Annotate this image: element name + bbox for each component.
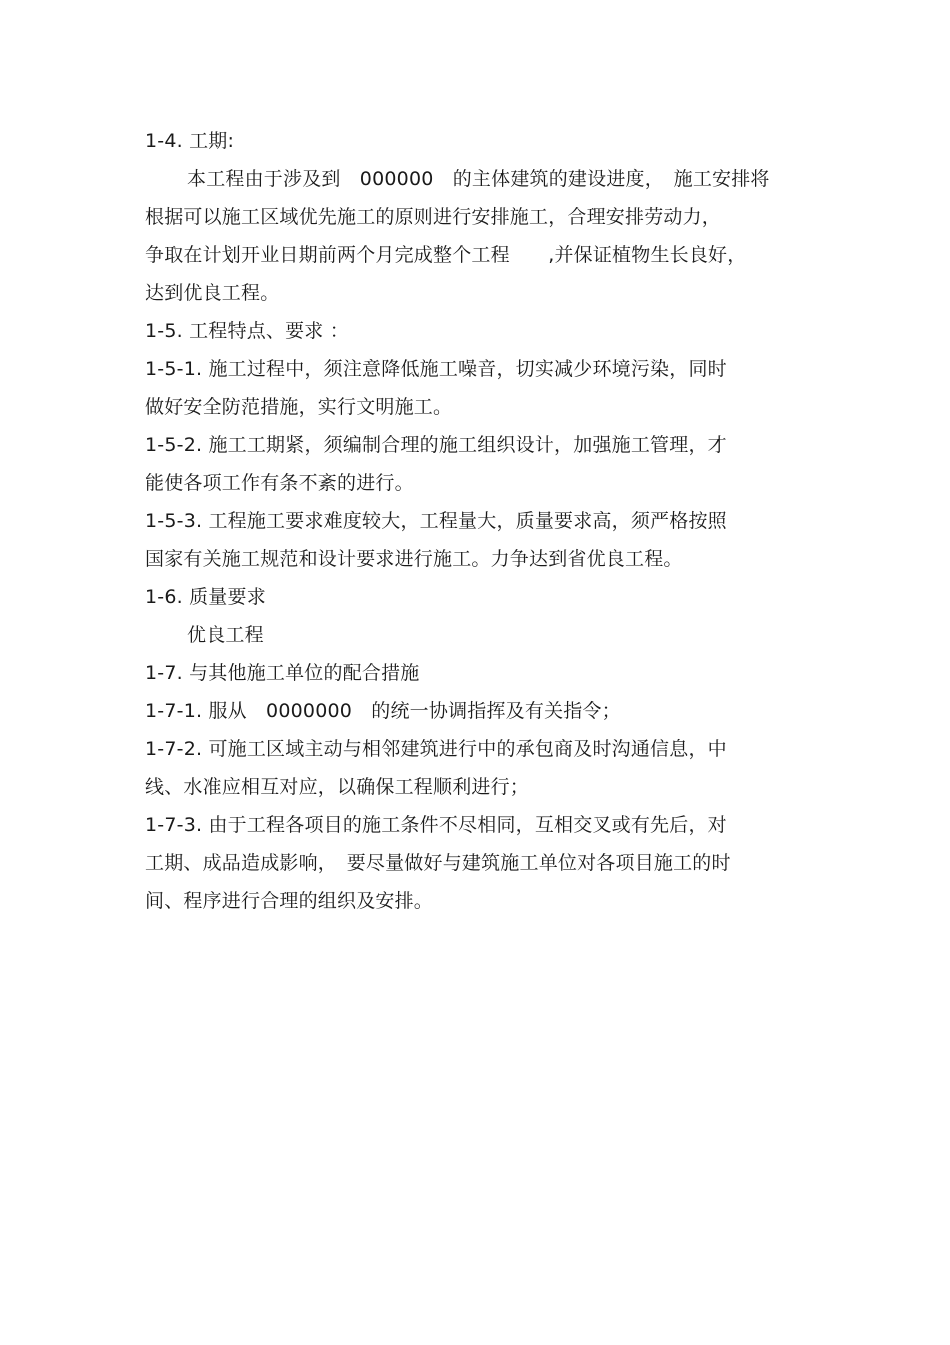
paragraph-line: 本工程由于涉及到 000000 的主体建筑的建设进度， 施工安排将 — [187, 168, 770, 190]
section-heading-1-4: 1-4. 工期: — [145, 130, 235, 152]
list-item-1-7-1: 1-7-1. 服从 0000000 的统一协调指挥及有关指令； — [145, 700, 621, 722]
list-item-1-5-3: 1-5-3. 工程施工要求难度较大，工程量大，质量要求高，须严格按照 — [145, 510, 727, 532]
list-item-1-5-2: 1-5-2. 施工工期紧，须编制合理的施工组织设计，加强施工管理，才 — [145, 434, 727, 456]
section-heading-1-5: 1-5. 工程特点、要求 ： — [145, 320, 349, 342]
list-item-continuation: 间、程序进行合理的组织及安排。 — [145, 890, 434, 912]
quality-requirement-value: 优良工程 — [187, 624, 264, 646]
list-item-continuation: 能使各项工作有条不紊的进行。 — [145, 472, 414, 494]
document-body — [145, 122, 825, 920]
paragraph-line: 争取在计划开业日期前两个月完成整个工程 ,并保证植物生长良好， — [145, 244, 747, 266]
paragraph-line: 根据可以施工区域优先施工的原则进行安排施工，合理安排劳动力， — [145, 206, 722, 228]
list-item-continuation: 工期、成品造成影响， 要尽量做好与建筑施工单位对各项目施工的时 — [145, 852, 731, 874]
list-item-1-7-2: 1-7-2. 可施工区域主动与相邻建筑进行中的承包商及时沟通信息，中 — [145, 738, 727, 760]
paragraph-line: 达到优良工程。 — [145, 282, 280, 304]
list-item-1-7-3: 1-7-3. 由于工程各项目的施工条件不尽相同，互相交叉或有先后，对 — [145, 814, 727, 836]
list-item-continuation: 线、水准应相互对应，以确保工程顺利进行； — [145, 776, 530, 798]
section-heading-1-6: 1-6. 质量要求 — [145, 586, 266, 608]
list-item-continuation: 做好安全防范措施，实行文明施工。 — [145, 396, 453, 418]
list-item-1-5-1: 1-5-1. 施工过程中，须注意降低施工噪音，切实减少环境污染，同时 — [145, 358, 727, 380]
section-heading-1-7: 1-7. 与其他施工单位的配合措施 — [145, 662, 420, 684]
list-item-continuation: 国家有关施工规范和设计要求进行施工。力争达到省优良工程。 — [145, 548, 683, 570]
